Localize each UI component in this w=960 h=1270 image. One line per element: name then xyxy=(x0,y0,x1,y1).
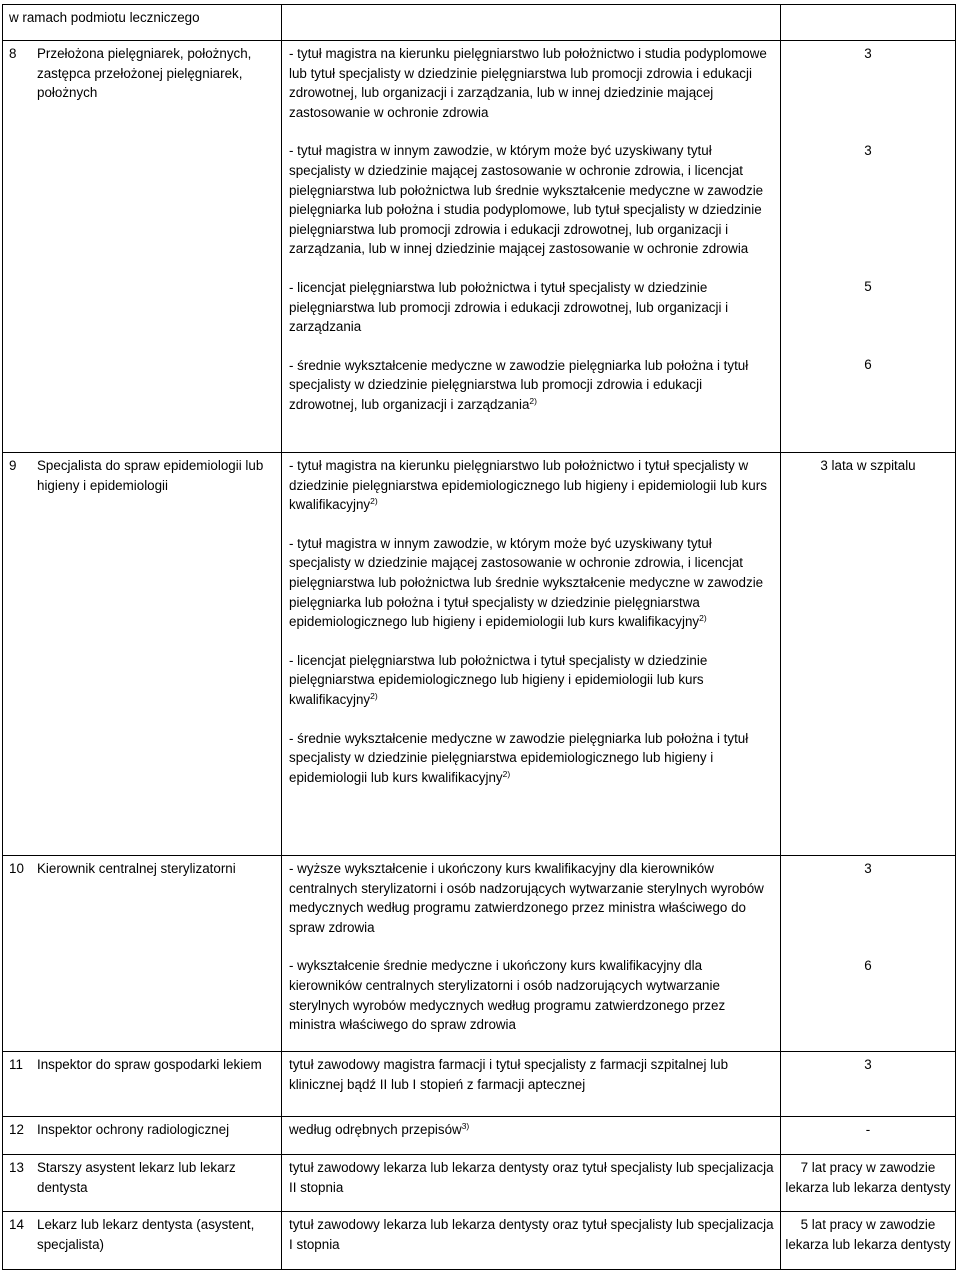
table-row xyxy=(3,453,956,856)
requirement-text: tytuł zawodowy magistra farmacji i tytuł specjalisty z farmacji szpitalnej lub klinicznej bądź II lub I stopień z farmacji aptecznej xyxy=(289,1057,729,1092)
experience-years: 6 xyxy=(864,957,872,973)
experience-years: 3 xyxy=(864,861,872,876)
requirement-item xyxy=(289,651,774,710)
position-name: Starszy asystent lekarz lub lekarz dentysta xyxy=(37,1160,236,1195)
row-number: 14 xyxy=(9,1217,24,1232)
requirement-text: - licencjat pielęgniarstwa lub położnictwa i tytuł specjalisty w dziedzinie pielęgniarstwa epidemiologicznego lub higieny i epidemiologii lub kurs kwalifikacyjny xyxy=(289,652,708,707)
experience-years: 3 xyxy=(864,1057,872,1072)
experience-cell xyxy=(781,1155,956,1212)
requirement-text: tytuł zawodowy lekarza lub lekarza dentysty oraz tytuł specjalisty lub specjalizacja I stopnia xyxy=(289,1217,774,1252)
experience-cell xyxy=(781,453,956,856)
experience-cell xyxy=(781,41,956,453)
header-row xyxy=(3,5,956,41)
requirements-cell xyxy=(282,856,781,1052)
footnote-marker: 2) xyxy=(370,496,378,507)
requirement-text: - średnie wykształcenie medyczne w zawodzie pielęgniarka lub położna i tytuł specjalisty w dziedzinie pielęgniarstwa lub promocji zdrowia i edukacji zdrowotnej, lub organizacji i zarządzania xyxy=(289,357,749,412)
requirement-item xyxy=(289,1055,774,1094)
position-cell xyxy=(3,1155,282,1212)
experience-cell xyxy=(781,1052,956,1117)
position-cell xyxy=(3,41,282,453)
table-row xyxy=(3,1212,956,1270)
requirement-item xyxy=(289,44,774,122)
experience-years: 5 xyxy=(864,279,872,295)
requirement-text: tytuł zawodowy lekarza lub lekarza dentysty oraz tytuł specjalisty lub specjalizacja II stopnia xyxy=(289,1160,774,1195)
position-name: Kierownik centralnej sterylizatorni xyxy=(37,861,236,876)
table-body xyxy=(3,5,956,1270)
row-number: 9 xyxy=(9,458,17,473)
footnote-marker: 2) xyxy=(502,768,511,779)
footnote-marker: 2) xyxy=(699,613,707,624)
footnote-marker: 2) xyxy=(370,690,378,701)
requirements-cell xyxy=(282,41,781,453)
requirements-cell xyxy=(282,1155,781,1212)
position-cell xyxy=(3,1117,282,1155)
position-cell xyxy=(3,1052,282,1117)
requirement-item xyxy=(289,356,774,415)
experience-years: 7 lat pracy w zawodzie lekarza lub lekarza dentysty xyxy=(785,1160,951,1195)
requirement-text: - tytuł magistra w innym zawodzie, w którym może być uzyskiwany tytuł specjalisty w dziedzinie mającej zastosowanie w ochronie zdrowia, i licencjat pielęgniarstwa lub położnictwa lub średnie wykształcenie medyczne w zawodzie pielęgniarka lub położna i tytuł specjalisty w dziedzinie pielęgniarstwa epidemiologicznego lub higieny i epidemiologii lub kurs kwalifikacyjny xyxy=(289,535,764,630)
position-name: Lekarz lub lekarz dentysta (asystent, specjalista) xyxy=(37,1217,255,1252)
experience-years: 6 xyxy=(864,356,872,372)
qualifications-table xyxy=(2,4,956,1270)
experience-years: 3 xyxy=(864,142,872,158)
table-row xyxy=(3,856,956,1052)
header-empty-cell xyxy=(282,5,781,41)
table-row xyxy=(3,1155,956,1212)
table-row xyxy=(3,41,956,453)
requirements-cell xyxy=(282,1212,781,1270)
requirement-item xyxy=(289,534,774,632)
experience-cell xyxy=(781,1117,956,1155)
experience-cell xyxy=(781,856,956,1052)
position-cell xyxy=(3,856,282,1052)
requirement-item xyxy=(289,1120,774,1140)
position-name: Inspektor ochrony radiologicznej xyxy=(37,1122,230,1137)
requirement-item xyxy=(289,1215,774,1254)
requirement-item xyxy=(289,456,774,515)
header-text: w ramach podmiotu leczniczego xyxy=(9,10,200,25)
experience-years: 3 lata w szpitalu xyxy=(820,458,916,473)
experience-cell xyxy=(781,1212,956,1270)
row-number: 12 xyxy=(9,1122,24,1137)
requirement-text: - licencjat pielęgniarstwa lub położnictwa i tytuł specjalisty w dziedzinie pielęgniarstwa lub promocji zdrowia i edukacji zdrowotnej, lub organizacji i zarządzania xyxy=(289,279,729,335)
position-name: Specjalista do spraw epidemiologii lub higieny i epidemiologii xyxy=(37,458,264,493)
row-number: 11 xyxy=(9,1057,23,1072)
requirement-text: - tytuł magistra na kierunku pielęgniarstwo lub położnictwo i tytuł specjalisty w dziedzinie pielęgniarstwa epidemiologicznego lub higieny i epidemiologii lub kurs kwalifikacyjny xyxy=(289,458,767,513)
requirement-text: - tytuł magistra na kierunku pielęgniarstwo lub położnictwo i studia podyplomowe lub tytuł specjalisty w dziedzinie pielęgniarstwa lub promocji zdrowia i edukacji zdrowotnej, lub organizacji i zarządzania, lub w innej dziedzinie mającej zastosowanie w ochronie zdrowia xyxy=(289,46,767,120)
table-row xyxy=(3,1117,956,1155)
table-row xyxy=(3,1052,956,1117)
requirements-cell xyxy=(282,453,781,856)
row-number: 8 xyxy=(9,46,17,61)
header-cell xyxy=(3,5,282,41)
position-name: Przełożona pielęgniarek, położnych, zastępca przełożonej pielęgniarek, położnych xyxy=(37,46,252,101)
row-number: 10 xyxy=(9,861,24,876)
requirement-item xyxy=(289,1158,774,1197)
requirement-item xyxy=(289,278,774,337)
requirement-item xyxy=(289,859,774,937)
row-number: 13 xyxy=(9,1160,24,1175)
position-cell xyxy=(3,1212,282,1270)
footnote-marker: 3) xyxy=(461,1121,470,1131)
requirement-text: - średnie wykształcenie medyczne w zawodzie pielęgniarka lub położna i tytuł specjalisty w dziedzinie pielęgniarstwa epidemiologicznego lub higieny i epidemiologii lub kurs kwalifikacyjny xyxy=(289,730,749,785)
position-name: Inspektor do spraw gospodarki lekiem xyxy=(37,1057,262,1072)
experience-years: 3 xyxy=(864,46,872,61)
experience-years: 5 lat pracy w zawodzie lekarza lub lekarza dentysty xyxy=(785,1217,951,1252)
requirements-cell xyxy=(282,1117,781,1155)
requirement-text: według odrębnych przepisów xyxy=(289,1122,462,1137)
requirement-item xyxy=(289,956,774,1034)
requirement-item xyxy=(289,729,774,788)
requirement-text: - wykształcenie średnie medyczne i ukończony kurs kwalifikacyjny dla kierowników centralnych sterylizatorni i osób nadzorujących wytwarzanie sterylnych wyrobów medycznych według programu zatwierdzonego przez ministra właściwego do spraw zdrowia xyxy=(289,958,726,1033)
requirement-text: - wyższe wykształcenie i ukończony kurs kwalifikacyjny dla kierowników centralnych sterylizatorni i osób nadzorujących wytwarzanie sterylnych wyrobów medycznych według programu zatwierdzonego przez ministra właściwego do spraw zdrowia xyxy=(289,861,764,935)
requirement-item xyxy=(289,141,774,259)
requirement-text: - tytuł magistra w innym zawodzie, w którym może być uzyskiwany tytuł specjalisty w dziedzinie mającej zastosowanie w ochronie zdrowia, i licencjat pielęgniarstwa lub położnictwa lub średnie wykształcenie medyczne w zawodzie pielęgniarka lub położna i studia podyplomowe, lub tytuł specjalisty w dziedzinie pielęgniarstwa lub promocji zdrowia i edukacji zdrowotnej, lub organizacji i zarządzania, lub w innej dziedzinie mającej zastosowanie w ochronie zdrowia xyxy=(289,143,764,257)
footnote-marker: 2) xyxy=(529,395,537,406)
experience-years: - xyxy=(865,1122,871,1137)
header-empty-cell xyxy=(781,5,956,41)
position-cell xyxy=(3,453,282,856)
requirements-cell xyxy=(282,1052,781,1117)
